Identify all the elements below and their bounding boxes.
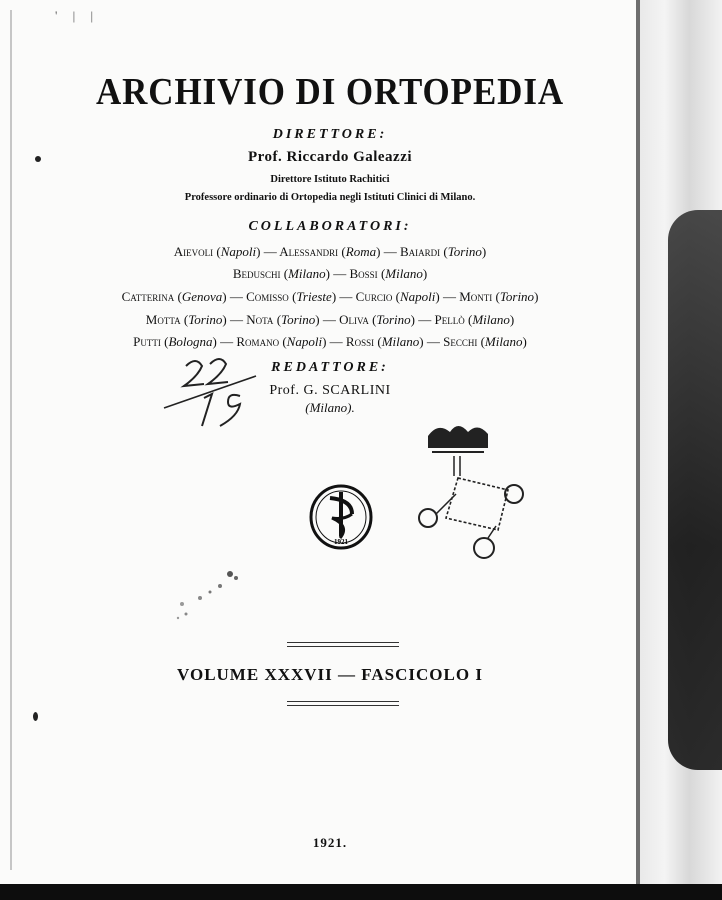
editor-city: (Milano). <box>305 400 355 415</box>
collaborator-city: Torino <box>281 312 316 327</box>
collaborator-name: Curcio <box>355 289 393 304</box>
binding-shadow <box>668 210 722 770</box>
speck-dot <box>33 712 38 721</box>
collaborator-city: Roma <box>345 244 377 259</box>
collaborator-city: Torino <box>188 312 223 327</box>
collaborators-line: Catterina (Genova) — Comisso (Trieste) — Curcio (Napoli) — Monti (Torino) <box>121 289 539 304</box>
collaborator-city: Milano <box>472 312 510 327</box>
collaborator-city: Torino <box>447 244 482 259</box>
page-left-edge <box>10 10 12 870</box>
collaborator-city: Milano <box>484 334 523 349</box>
director-name: Prof. Riccardo Galeazzi <box>247 149 413 165</box>
collaborator-name: Putti <box>133 334 161 349</box>
divider-top <box>287 646 399 647</box>
editor-label: REDATTORE: <box>271 360 389 375</box>
collaborators-label: COLLABORATORI: <box>248 219 412 234</box>
corner-mark: ' | | <box>55 8 100 23</box>
divider-bottom <box>287 701 399 702</box>
collaborator-city: Napoli <box>286 334 323 349</box>
collaborator-name: Catterina <box>121 289 175 304</box>
collaborators-line: Aievoli (Napoli) — Alessandri (Roma) — Baiardi (Torino) <box>173 244 487 259</box>
collaborators-line: Motta (Torino) — Nota (Torino) — Oliva (Torino) — Pellò (Milano) <box>145 312 515 327</box>
collaborator-city: Napoli <box>399 289 436 304</box>
collaborator-name: Romano <box>236 334 280 349</box>
collaborator-name: Beduschi <box>232 266 281 281</box>
collaborator-name: Monti <box>459 289 493 304</box>
divider-bottom <box>287 705 399 706</box>
collaborator-name: Alessandri <box>279 244 339 259</box>
collaborator-city: Torino <box>499 289 535 304</box>
publication-year: 1921. <box>312 835 348 850</box>
editor-name: Prof. G. SCARLINI <box>269 383 391 398</box>
director-role: Direttore Istituto Rachitici <box>270 174 390 185</box>
library-stamp <box>414 414 534 574</box>
collaborator-name: Oliva <box>339 312 369 327</box>
director-label: DIRETTORE: <box>272 127 388 142</box>
volume-line: VOLUME XXXVII — FASCICOLO I <box>177 665 483 684</box>
collaborator-city: Bologna <box>168 334 213 349</box>
director-position: Professore ordinario di Ortopedia negli Istituti Clinici di Milano. <box>184 192 476 203</box>
collaborator-city: Milano <box>381 334 420 349</box>
collaborator-name: Motta <box>145 312 181 327</box>
collaborator-city: Milano <box>288 266 326 281</box>
journal-title: ARCHIVIO DI ORTOPEDIA <box>95 71 565 113</box>
seal-year: 1921 <box>334 538 348 546</box>
collaborator-name: Nota <box>246 312 274 327</box>
collaborator-city: Milano <box>385 266 423 281</box>
collaborator-name: Aievoli <box>173 244 214 259</box>
collaborator-city: Torino <box>376 312 411 327</box>
collaborator-name: Secchi <box>443 334 478 349</box>
collaborator-name: Comisso <box>246 289 289 304</box>
handwritten-note <box>160 352 270 432</box>
collaborator-city: Trieste <box>296 289 332 304</box>
divider-top <box>287 642 399 643</box>
collaborator-name: Pellò <box>434 312 465 327</box>
collaborator-city: Napoli <box>220 244 257 259</box>
collaborator-name: Baiardi <box>399 244 441 259</box>
collaborators-line: Beduschi (Milano) — Bossi (Milano) <box>232 266 428 281</box>
ink-specks <box>170 566 250 626</box>
page-right-edge <box>636 0 640 900</box>
collaborators-line: Putti (Bologna) — Romano (Napoli) — Rossi (Milano) — Secchi (Milano) <box>133 334 527 349</box>
collaborator-city: Genova <box>181 289 223 304</box>
publisher-seal <box>308 484 374 550</box>
collaborator-name: Rossi <box>345 334 375 349</box>
scan-bottom-band <box>0 884 722 900</box>
collaborator-name: Bossi <box>349 266 378 281</box>
